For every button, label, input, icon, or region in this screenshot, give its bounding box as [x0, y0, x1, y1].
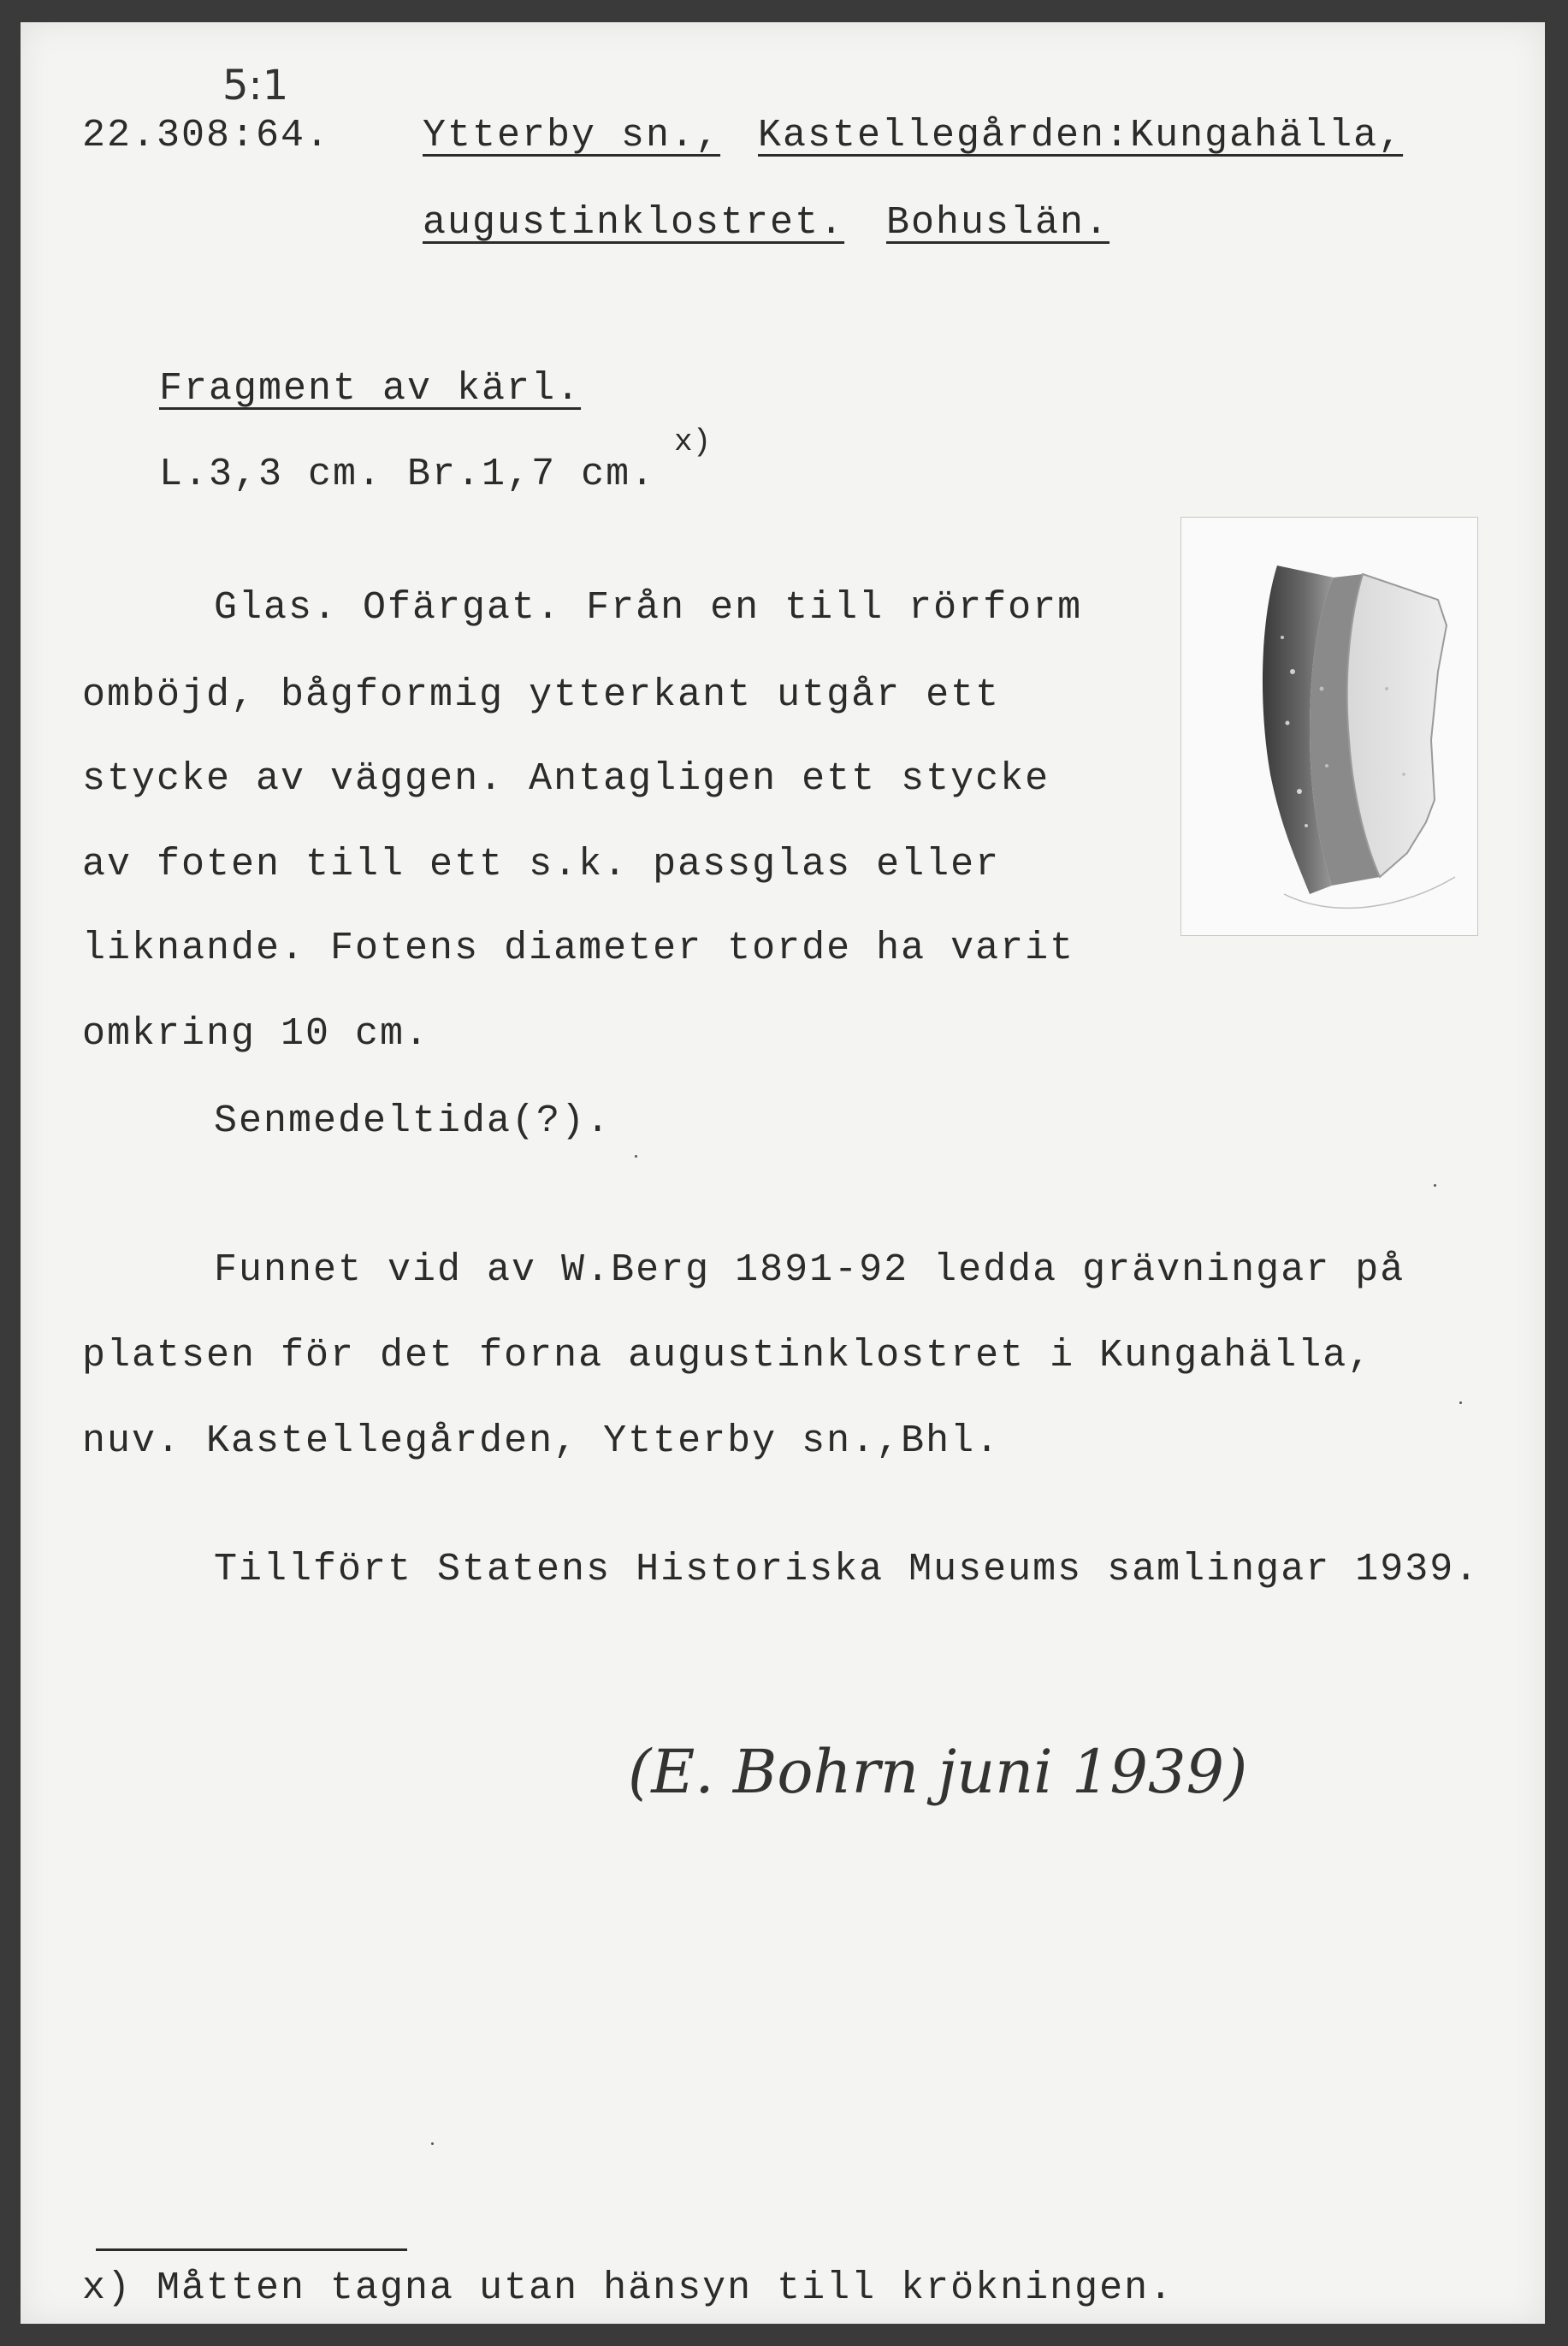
location-monastery: augustinklostret. — [423, 201, 845, 245]
find-info-line-1: Funnet vid av W.Berg 1891-92 ledda grävningar på — [214, 1248, 1405, 1292]
speck — [635, 1155, 637, 1158]
signature: (E. Bohrn juni 1939) — [628, 1737, 1248, 1807]
catalog-card — [21, 22, 1545, 2324]
location-site: Kastellegården:Kungahälla, — [758, 114, 1404, 157]
location-province: Bohuslän. — [886, 201, 1110, 245]
catalog-number: 22.308:64. — [82, 114, 331, 157]
glass-fragment-image — [1181, 518, 1477, 935]
speck — [1434, 1184, 1436, 1187]
fragment-photo — [1180, 517, 1478, 936]
acquisition-note: Tillfört Statens Historiska Museums samlingar 1939. — [214, 1548, 1480, 1591]
measurements: L.3,3 cm. Br.1,7 cm. — [159, 453, 656, 496]
object-title: Fragment av kärl. — [159, 367, 582, 411]
find-info-line-3: nuv. Kastellegården, Ytterby sn.,Bhl. — [82, 1419, 1001, 1463]
location-parish: Ytterby sn., — [423, 114, 721, 157]
top-note: 5:1 — [222, 62, 289, 110]
description-line-1: Glas. Ofärgat. Från en till rörform — [214, 586, 1083, 630]
description-line-2: omböjd, bågformig ytterkant utgår ett — [82, 673, 1001, 717]
measurement-note-marker: x) — [674, 424, 712, 459]
description-line-4: av foten till ett s.k. passglas eller — [82, 843, 1001, 886]
description-line-3: stycke av väggen. Antagligen ett stycke — [82, 757, 1050, 801]
speck — [431, 2142, 434, 2145]
description-line-7: Senmedeltida(?). — [214, 1099, 612, 1143]
description-line-5: liknande. Fotens diameter torde ha varit — [82, 927, 1075, 970]
speck — [1459, 1401, 1462, 1404]
footnote: x) Måtten tagna utan hänsyn till krökningen. — [82, 2266, 1175, 2310]
find-info-line-2: platsen för det forna augustinklostret i Kungahälla, — [82, 1334, 1373, 1377]
description-line-6: omkring 10 cm. — [82, 1012, 430, 1056]
footnote-divider — [96, 2248, 407, 2251]
